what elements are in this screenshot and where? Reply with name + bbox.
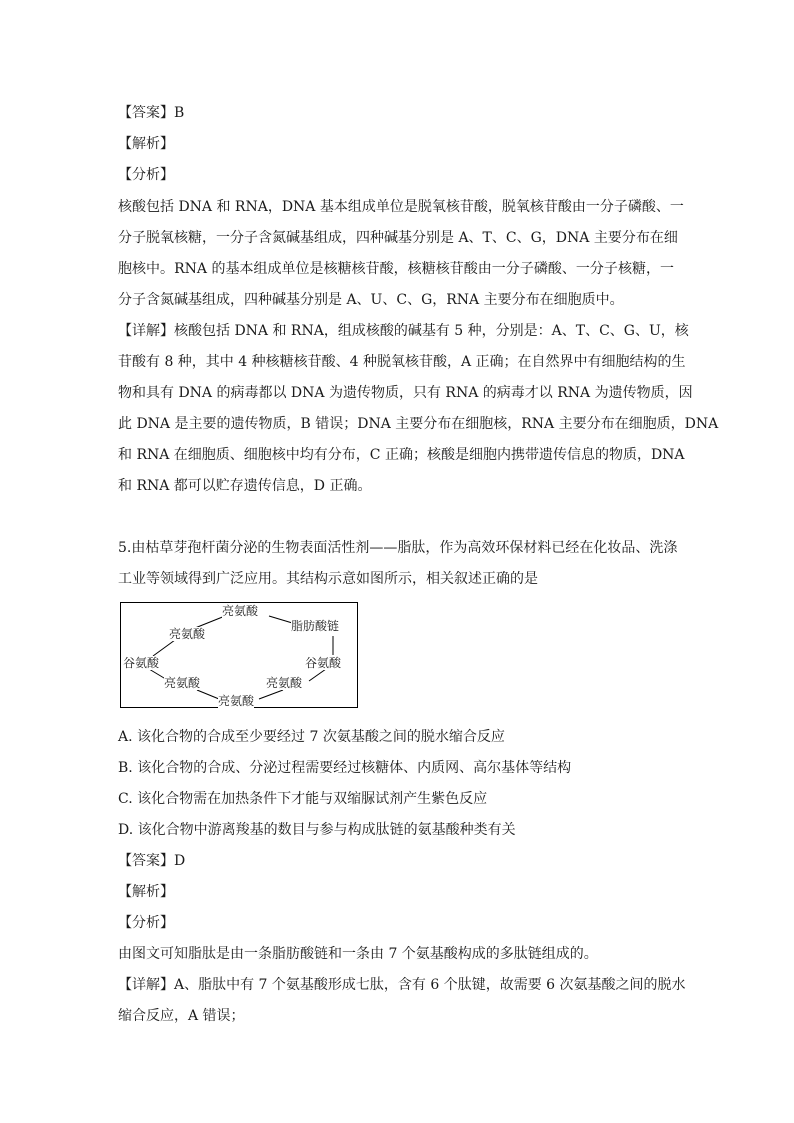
fenxi-text: 由图文可知脂肽是由一条脂肪酸链和一条由 7 个氨基酸构成的多肽链组成的。: [118, 946, 598, 962]
fenxi-line: 核酸包括 DNA 和 RNA，DNA 基本组成单位是脱氧核苷酸，脱氧核苷酸由一分子磷酸、一: [118, 199, 684, 215]
detail-line: 此 DNA 是主要的遗传物质，B 错误；DNA 主要分布在细胞核，RNA 主要分布在细胞质，DNA: [118, 416, 719, 432]
node-leucine-bottom: 亮氨酸: [218, 694, 255, 708]
node-glutamate-right: 谷氨酸: [305, 656, 342, 670]
node-leucine-lower-left: 亮氨酸: [164, 676, 201, 690]
fenxi-line: 分子脱氧核糖，一分子含氮碱基组成，四种碱基分别是 A、T、C、G，DNA 主要分布在细: [118, 230, 678, 246]
detail-line: 和 RNA 都可以贮存遗传信息，D 正确。: [118, 478, 372, 494]
analysis-heading: 【解析】: [118, 136, 174, 152]
option-a: A. 该化合物的合成至少要经过 7 次氨基酸之间的脱水缩合反应: [118, 729, 505, 745]
node-leucine-lower-right: 亮氨酸: [266, 676, 303, 690]
option-b: B. 该化合物的合成、分泌过程需要经过核糖体、内质网、高尔基体等结构: [118, 760, 572, 776]
option-c: C. 该化合物需在加热条件下才能与双缩脲试剂产生紫色反应: [118, 791, 488, 807]
detail-line: 【详解】核酸包括 DNA 和 RNA，组成核酸的碱基有 5 种，分别是：A、T、C、G、U，核: [118, 323, 689, 339]
node-leucine-upper-left: 亮氨酸: [169, 627, 206, 641]
node-glutamate-left: 谷氨酸: [123, 656, 160, 670]
node-leucine-top: 亮氨酸: [222, 604, 259, 618]
option-d: D. 该化合物中游离羧基的数目与参与构成肽链的氨基酸种类有关: [118, 822, 516, 838]
fenxi-heading: 【分析】: [118, 167, 174, 183]
fenxi-line: 分子含氮碱基组成，四种碱基分别是 A、U、C、G，RNA 主要分布在细胞质中。: [118, 292, 624, 308]
node-fatty-acid-chain: 脂肪酸链: [291, 619, 340, 633]
detail-line: 和 RNA 在细胞质、细胞核中均有分布，C 正确；核酸是细胞内携带遗传信息的物质，DNA: [118, 447, 685, 463]
detail-line: 物和具有 DNA 的病毒都以 DNA 为遗传物质，只有 RNA 的病毒才以 RNA 为遗传物质，因: [118, 385, 693, 401]
fenxi-line: 胞核中。RNA 的基本组成单位是核糖核苷酸，核糖核苷酸由一分子磷酸、一分子核糖，一: [118, 261, 674, 277]
detail-line: 【详解】A、脂肽中有 7 个氨基酸形成七肽，含有 6 个肽键，故需要 6 次氨基酸之间的脱水: [118, 977, 686, 993]
answer-label: 【答案】D: [118, 853, 186, 869]
question-stem-line: 5.由枯草芽孢杆菌分泌的生物表面活性剂——脂肽，作为高效环保材料已经在化妆品、洗涤: [118, 540, 678, 556]
question-stem-line: 工业等领域得到广泛应用。其结构示意如图所示，相关叙述正确的是: [118, 571, 538, 587]
fenxi-heading: 【分析】: [118, 915, 174, 931]
lipopeptide-structure-diagram: [120, 602, 358, 708]
detail-line: 缩合反应，A 错误；: [118, 1008, 245, 1024]
detail-line: 苷酸有 8 种，其中 4 种核糖核苷酸、4 种脱氧核苷酸，A 正确；在自然界中有细胞结构的生: [118, 354, 686, 370]
answer-label: 【答案】B: [118, 105, 185, 121]
analysis-heading: 【解析】: [118, 884, 174, 900]
